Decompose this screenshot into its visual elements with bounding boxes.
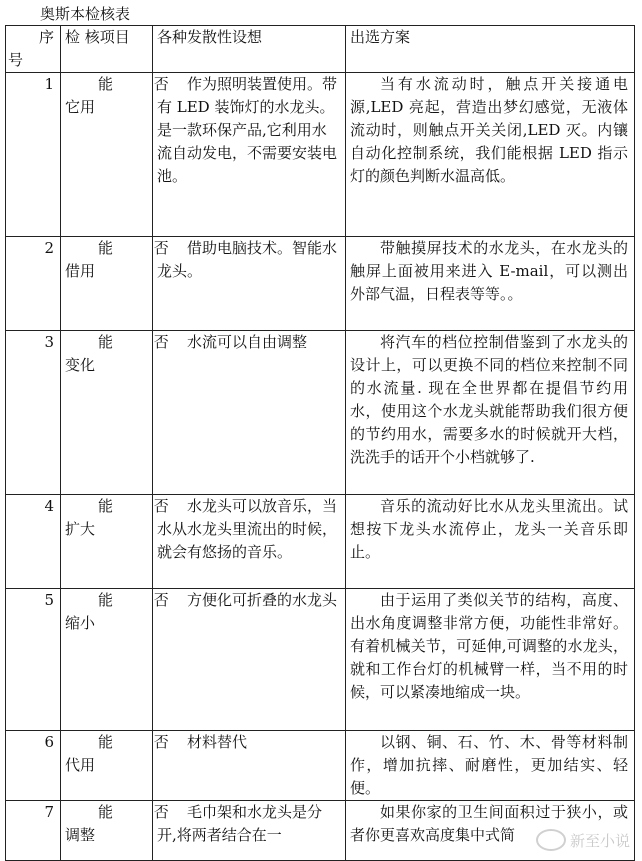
table-header-row: [6, 26, 635, 73]
row-plan: 带触摸屏技术的水龙头，在水龙头的触屏上面被用来进入 E-mail，可以测出外部气温，日程表等等。。: [346, 237, 635, 331]
row-item: 能 否 缩小: [61, 589, 153, 731]
row-plan: 当有水流动时，触点开关接通电源,LED 亮起，营造出梦幻感觉，无液体流动时，则触点开关关闭,LED 灭。内镶自动化控制系统，我们能根据 LED 指示灯的颜色判断水温高低。: [346, 73, 635, 237]
row-item: 能 否 借用: [61, 237, 153, 331]
table-row: [6, 237, 635, 331]
watermark-logo-icon: [536, 829, 566, 851]
row-plan: 以钢、铜、石、竹、木、骨等材料制作，增加抗摔、耐磨性，更加结实、轻便。: [346, 731, 635, 801]
row-no: 2: [6, 237, 61, 331]
table-row: [6, 731, 635, 801]
row-idea: 借助电脑技术。智能水龙头。: [153, 237, 346, 331]
row-item: 能 否 代用: [61, 731, 153, 801]
header-no: [6, 26, 61, 73]
row-plan: 如果你家的卫生间面积过于狭小，或者你更喜欢高度集中式简: [346, 801, 635, 861]
watermark-text: 新至小说: [569, 831, 630, 850]
osborn-checklist-table: [5, 25, 635, 861]
row-plan: 将汽车的档位控制借鉴到了水龙头的设计上，可以更换不同的档位来控制不同的水流量. 现在全世界都在提倡节约用水，使用这个水龙头就能帮助我们很方便的节约用水，需要多水的时候就开大档，洗洗手的话开个小档就够了.: [346, 331, 635, 495]
table-row: [6, 495, 635, 589]
header-idea: 各种发散性设想: [153, 26, 346, 73]
row-idea: 材料替代: [153, 731, 346, 801]
header-item: 检 核项目: [61, 26, 153, 73]
row-no: 3: [6, 331, 61, 495]
header-no-top: 序: [38, 28, 54, 46]
header-no-bottom: 号: [8, 51, 24, 69]
row-idea: 方便化可折叠的水龙头: [153, 589, 346, 731]
row-no: 7: [6, 801, 61, 861]
row-plan: 音乐的流动好比水从龙头里流出。试想按下龙头水流停止，龙头一关音乐即止。: [346, 495, 635, 589]
header-plan: 出选方案: [346, 26, 635, 73]
row-item: 能 否 调整: [61, 801, 153, 861]
table-row: [6, 331, 635, 495]
row-no: 5: [6, 589, 61, 731]
row-item: 能 否 它用: [61, 73, 153, 237]
row-plan: 由于运用了类似关节的结构，高度、出水角度调整非常方便，功能性非常好。有着机械关节，可延伸,可调整的水龙头，就和工作台灯的机械臂一样，当不用的时候，可以紧凑地缩成一块。: [346, 589, 635, 731]
row-item: 能 否 扩大: [61, 495, 153, 589]
row-no: 4: [6, 495, 61, 589]
row-no: 6: [6, 731, 61, 801]
page-title: 奥斯本检核表: [40, 5, 131, 23]
table-row: [6, 589, 635, 731]
row-idea: 水龙头可以放音乐，当水从水龙头里流出的时候，就会有悠扬的音乐。: [153, 495, 346, 589]
row-idea: 毛巾架和水龙头是分开,将两者结合在一: [153, 801, 346, 861]
row-idea: 作为照明装置使用。带有 LED 装饰灯的水龙头。是一款环保产品,它利用水流自动发电，不需要安装电池。: [153, 73, 346, 237]
row-idea: 水流可以自由调整: [153, 331, 346, 495]
row-no: 1: [6, 73, 61, 237]
row-item: 能 否 变化: [61, 331, 153, 495]
table-row: [6, 73, 635, 237]
watermark: [536, 829, 630, 851]
